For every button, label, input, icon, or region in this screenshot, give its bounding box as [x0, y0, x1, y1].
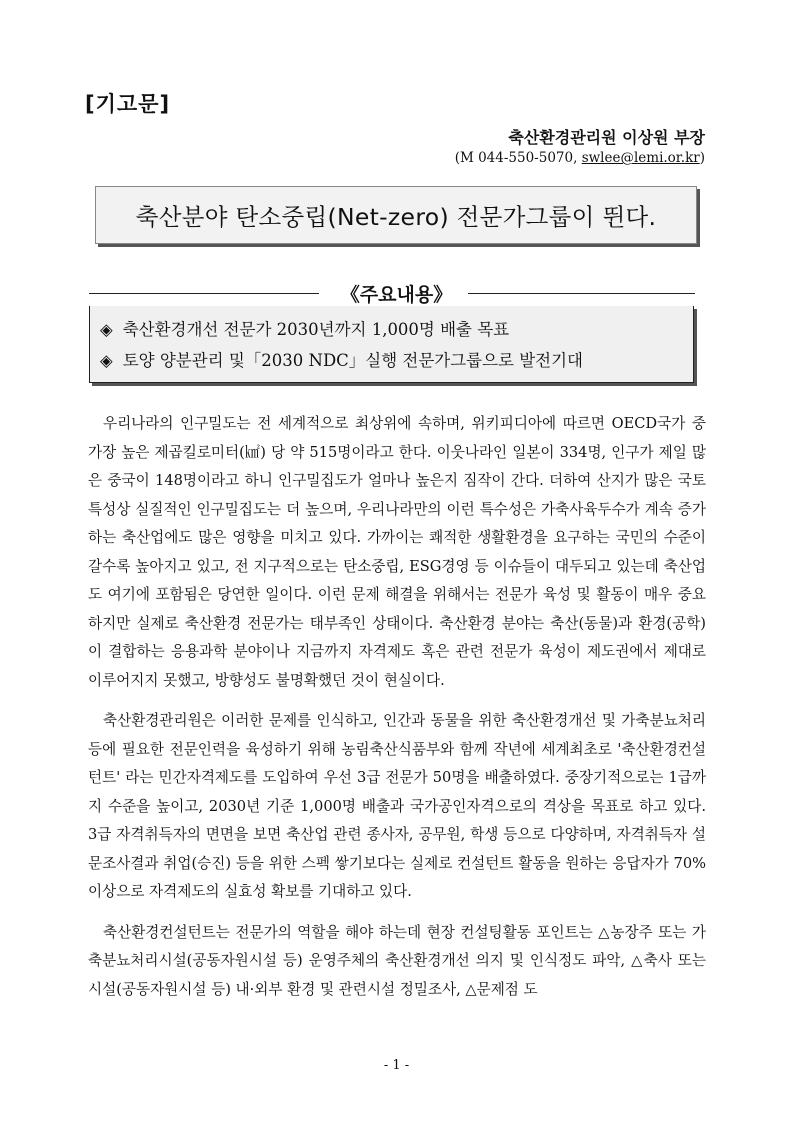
contact-close: )	[699, 150, 705, 166]
body-paragraph: 축산환경관리원은 이러한 문제를 인식하고, 인간과 동물을 위한 축산환경개선 및 가축분뇨처리 등에 필요한 전문인력을 육성하기 위해 농림축산식품부와 함께 작년에 세계최초로 '축산환경컨설턴트' 라는 민간자격제도를 도입하여 우선 3급 전문가 50명을 배출하였다. 중장기적으로는 1급까지 수준을 높이고, 2030년 기준 1,000명 배출과 국가공인자격으로의 격상을 목표로 하고 있다. 3급 자격취득자의 면면을 보면 축산업 관련 종사자, 공무원, 학생 등으로 다양하며, 자격취득자 설문조사결과 취업(승진) 등을 위한 스펙 쌓기보다는 실제로 컨설턴트 활동을 원하는 응답자가 70% 이상으로 자격제도의 실효성 확보를 기대하고 있다.	[88, 712, 706, 900]
summary-rule-left	[89, 293, 319, 294]
diamond-bullet-icon: ◈	[100, 320, 113, 339]
summary-item-text: 축산환경개선 전문가 2030년까지 1,000명 배출 목표	[122, 320, 510, 339]
contact-phone: (M 044-550-5070,	[454, 150, 582, 166]
summary-rule-right	[468, 293, 695, 294]
page-number: - 1 -	[383, 1058, 410, 1073]
author-name: 축산환경관리원 이상원 부장	[508, 128, 705, 147]
summary-heading	[0, 280, 793, 306]
body-paragraph: 우리나라의 인구밀도는 전 세계적으로 최상위에 속하며, 위키피디아에 따르면 OECD국가 중 가장 높은 제곱킬로미터(㎢) 당 약 515명이라고 한다. 이웃나라인 일본이 334명, 인구가 제일 많은 중국이 148명이라고 하니 인구밀집도가 얼마나 높은지 짐작이 간다. 더하여 산지가 많은 국토 특성상 실질적인 인구밀집도는 더 높으며, 우리나라만의 이런 특수성은 가축사육두수가 계속 증가하는 축산업에도 많은 영향을 미치고 있다. 가까이는 쾌적한 생활환경을 요구하는 국민의 수준이 갈수록 높아지고 있고, 전 지구적으로는 탄소중립, ESG경영 등 이슈들이 대두되고 있는데 축산업도 여기에 포함됨은 당연한 일이다. 이런 문제 해결을 위해서는 전문가 육성 및 활동이 매우 중요하지만 실제로 축산환경 전문가는 태부족인 상태이다. 축산환경 분야는 축산(동물)과 환경(공학)이 결합하는 응용과학 분야이나 지금까지 자격제도 혹은 관련 전문가 육성이 제도권에서 제대로 이루어지지 못했고, 방향성도 불명확했던 것이 현실이다.	[88, 415, 706, 689]
summary-item	[100, 347, 583, 371]
summary-box	[89, 306, 694, 383]
diamond-bullet-icon: ◈	[100, 351, 113, 370]
article-type-label: [기고문]	[85, 92, 171, 116]
summary-item	[100, 316, 509, 340]
body-paragraph: 축산환경컨설턴트는 전문가의 역할을 해야 하는데 현장 컨설팅활동 포인트는 △농장주 또는 가축분뇨처리시설(공동자원시설 등) 운영주체의 축산환경개선 의지 및 인식정도 파악, △축사 또는 시설(공동자원시설 등) 내·외부 환경 및 관련시설 정밀조사, △문제점 도	[88, 923, 706, 998]
contact-email-link[interactable]: swlee@lemi.or.kr	[581, 150, 700, 166]
title-box	[95, 186, 697, 244]
author-contact	[455, 150, 705, 166]
summary-item-text: 토양 양분관리 및「2030 NDC」실행 전문가그룹으로 발전기대	[122, 351, 583, 370]
article-body	[88, 410, 706, 1016]
summary-heading-text: 《주요내용》	[335, 280, 458, 307]
article-title: 축산분야 탄소중립(Net-zero) 전문가그룹이 뛴다.	[135, 203, 657, 231]
